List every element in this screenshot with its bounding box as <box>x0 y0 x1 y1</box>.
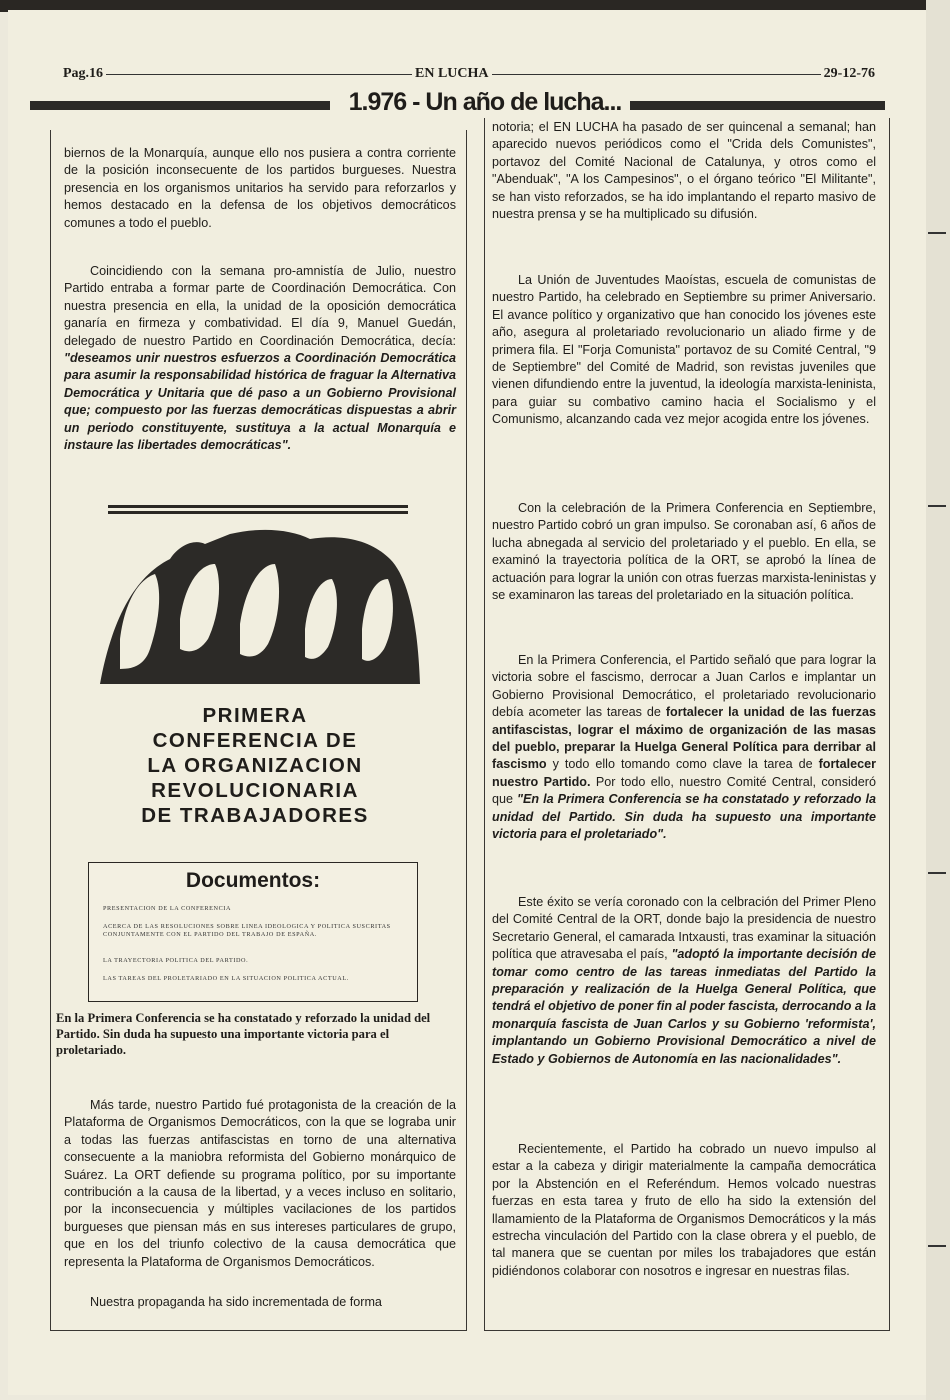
documents-title: Documentos: <box>185 869 321 892</box>
bold-text: fortalecer la unidad de las fuerzas antifascistas, lograr el máximo de organización de las masas del pueblo, preparar la Huelga General Política para derribar al fascismo <box>492 705 876 772</box>
quote-text: "deseamos unir nuestros esfuerzos a Coordinación Democrática para asumir la responsabilidad histórica de fraguar la Alternativa Democrática y Unitaria que dé paso a un Gobierno Provisional que; compuesto por las fuerzas democráticas dispuestas a abrir un periodo constituyente, sustituya a la actual Monarquía e instaure las libertades democráticas". <box>64 351 456 453</box>
margin-mark <box>928 1245 946 1247</box>
text-run: Este éxito se vería coronado con la celbración del Primer Pleno del Comité Central de la ORT, donde bajo la presidencia de nuestro Secretario General, el camarada Intxausti, tras examinar la situación política que atravesaba el país, <box>492 895 876 962</box>
left-paragraph-3 <box>64 1097 456 1271</box>
right-paragraph-4 <box>492 652 876 843</box>
quote-text: "En la Primera Conferencia se ha constatado y reforzado la unidad del Partido. Sin duda ha supuesto una importante victoria para el proletariado". <box>492 792 877 842</box>
text-paragraph: Más tarde, nuestro Partido fué protagonista de la creación de la Plataforma de Organismos Democráticos, con la que se lograba unir a todas las fuerzas antifascistas en torno de una alternativa consecuente a la maniobra reformista del Gobierno monárquico de Suárez. La ORT defiende su programa político, por su importante contribución a la causa de la libertad, y a veces incluso en solitario, por la inconsecuencia y múltiples vacilaciones de los partidos burgueses que piensan más en sus intereses particulares de grupo, que en los del triunfo colectivo de la causa democrática que representa la Plataforma de Organismos Democráticos. <box>64 1098 456 1269</box>
issue-date: 29-12-76 <box>821 66 878 82</box>
scan-right-edge <box>926 0 950 1400</box>
page-number: Pag.16 <box>60 66 106 82</box>
poster-title <box>80 703 430 828</box>
text-run: Por todo ello, nuestro Comité Central, consideró que <box>492 774 876 807</box>
right-paragraph-1 <box>492 119 876 223</box>
conference-poster <box>80 505 430 825</box>
right-paragraph-6 <box>492 1141 876 1280</box>
headline-band <box>30 88 885 118</box>
text-paragraph: notoria; el EN LUCHA ha pasado de ser quincenal a semanal; han aparecido nuevos periódicos como el "Crida dels Comunistes", portavoz del Comité Nacional de Catalunya, y otros como el "Abenduak", "A los Campesinos", o el órgano teórico "El Militante", se han visto reforzados, se ha ido implantando el reparto masivo de nuestra prensa y se ha multiplicado su difusión. <box>492 120 876 222</box>
right-paragraph-5 <box>492 894 876 1068</box>
left-paragraph-4 <box>64 1294 456 1311</box>
left-paragraph-1 <box>64 145 456 232</box>
poster-line: PRIMERA <box>202 704 308 727</box>
text-paragraph: biernos de la Monarquía, aunque ello nos pusiera a contra corriente de la posición inconsecuente de los partidos burgueses. Nuestra presencia en los organismos unitarios ha servido para reforzarlos y hemos destacado en la defensa de los objetivos democráticos comunes a todo el pueblo. <box>64 146 456 230</box>
left-paragraph-2 <box>64 263 456 454</box>
poster-line: REVOLUCIONARIA <box>151 779 359 802</box>
document-item: PRESENTACION DE LA CONFERENCIA <box>103 905 232 912</box>
quote-text: "adoptó la importante decisión de tomar como centro de las tareas inmediatas del Partido la preparación y realización de la Huelga General Política, que tendrá el objetivo de poner fin al poder fascista, derrocando a la monarquía fascista de Juan Carlos y su Gobierno 'reformista', implantando un Gobierno Provisional Democrático a nivel de Estado y Gobiernos de Autonomía en las nacionalidades". <box>492 947 877 1066</box>
headline: 1.976 - Un año de lucha... <box>348 88 622 116</box>
publication-name: EN LUCHA <box>412 66 492 82</box>
document-item: ACERCA DE LAS RESOLUCIONES SOBRE LINEA IDEOLOGICA Y POLITICA SUSCRITAS CONJUNTAMENTE CON EL PARTIDO DEL TRABAJO DE ESPAÑA. <box>103 923 391 938</box>
portraits-illustration <box>100 519 420 689</box>
headline-bar-left <box>30 101 330 110</box>
text-paragraph <box>492 894 876 1068</box>
text-run: En la Primera Conferencia, el Partido señaló que para lograr la victoria sobre el fascismo, derrocar a Juan Carlos e implantar un Gobierno Provisional Democrático, el proletariado revolucionario debía acometer las tareas de <box>492 653 876 720</box>
poster-rule <box>108 505 408 508</box>
margin-mark <box>928 505 946 507</box>
text-paragraph: Con la celebración de la Primera Conferencia en Septiembre, nuestro Partido cobró un gran impulso. Se coronaban así, 6 años de lucha abnegada al servicio del proletariado y el pueblo. En ella, se examinó la trayectoria política de la ORT, se aprobó la línea de actuación para lograr la unión con otras fuerzas marxista-leninistas y se examinaron las tareas del proletariado en la situación política. <box>492 501 876 603</box>
poster-line: DE TRABAJADORES <box>141 804 369 827</box>
documents-box <box>88 862 418 1002</box>
text-paragraph <box>492 652 876 843</box>
text-paragraph: La Unión de Juventudes Maoístas, escuela de comunistas de nuestro Partido, ha celebrado en Septiembre su primer Aniversario. El avance político y organizativo que han conocido los jóvenes este año, asegura al proletariado revolucionario un aliado firme y de primera fila. El "Forja Comunista" portavoz de su Comité Central, "9 de Septiembre" del Comité de Madrid, son revistas juveniles que vienen difundiendo entre la juventud, la ideología marxista-leninista, para guiar su combativo camino hacia el Socialismo y el Comunismo, alcanzando cada vez mejor acogida entre los jóvenes. <box>492 273 876 427</box>
text-run: y todo ello tomando como clave la tarea de <box>546 757 819 772</box>
document-item: LA TRAYECTORIA POLITICA DEL PARTIDO. <box>103 957 249 964</box>
poster-caption: En la Primera Conferencia se ha constatado y reforzado la unidad del Partido. Sin duda ha supuesto una importante victoria para el proletariado. <box>56 1011 431 1057</box>
document-item: LAS TAREAS DEL PROLETARIADO EN LA SITUACION POLITICA ACTUAL. <box>103 975 349 982</box>
poster-rule <box>108 511 408 514</box>
text-run: Coincidiendo con la semana pro-amnistía de Julio, nuestro Partido entraba a formar parte de Coordinación Democrática. Con nuestra presencia en ella, la unidad de la oposición democrática ganaría en firmeza y combatividad. El día 9, Manuel Guedán, delegado de nuestro Partido en Coordinación Democrática, decía: <box>64 264 456 348</box>
bold-text: fortalecer nuestro Partido. <box>492 757 876 789</box>
margin-mark <box>928 232 946 234</box>
folio-line <box>60 66 878 82</box>
text-paragraph: Nuestra propaganda ha sido incrementada de forma <box>90 1295 382 1309</box>
poster-line: LA ORGANIZACION <box>147 754 363 777</box>
right-paragraph-3 <box>492 500 876 604</box>
right-paragraph-2 <box>492 272 876 429</box>
text-paragraph <box>64 263 456 454</box>
margin-mark <box>928 872 946 874</box>
poster-line: CONFERENCIA DE <box>152 729 358 752</box>
text-paragraph: Recientemente, el Partido ha cobrado un nuevo impulso al estar a la cabeza y dirigir materialmente la campaña democrática por la Abstención en el Referéndum. Hemos volcado nuestras fuerzas en esta tarea y fruto de ello ha sido la extensión del llamamiento de la Plataforma de Organismos Democráticos y la más estrecha vinculación del Partido con la clase obrera y el pueblo, de tal manera que se cuentan por miles los trabajadores que están pidiéndonos colaborar con nosotros e ingresar en nuestras filas. <box>492 1142 876 1278</box>
headline-bar-right <box>630 101 885 110</box>
